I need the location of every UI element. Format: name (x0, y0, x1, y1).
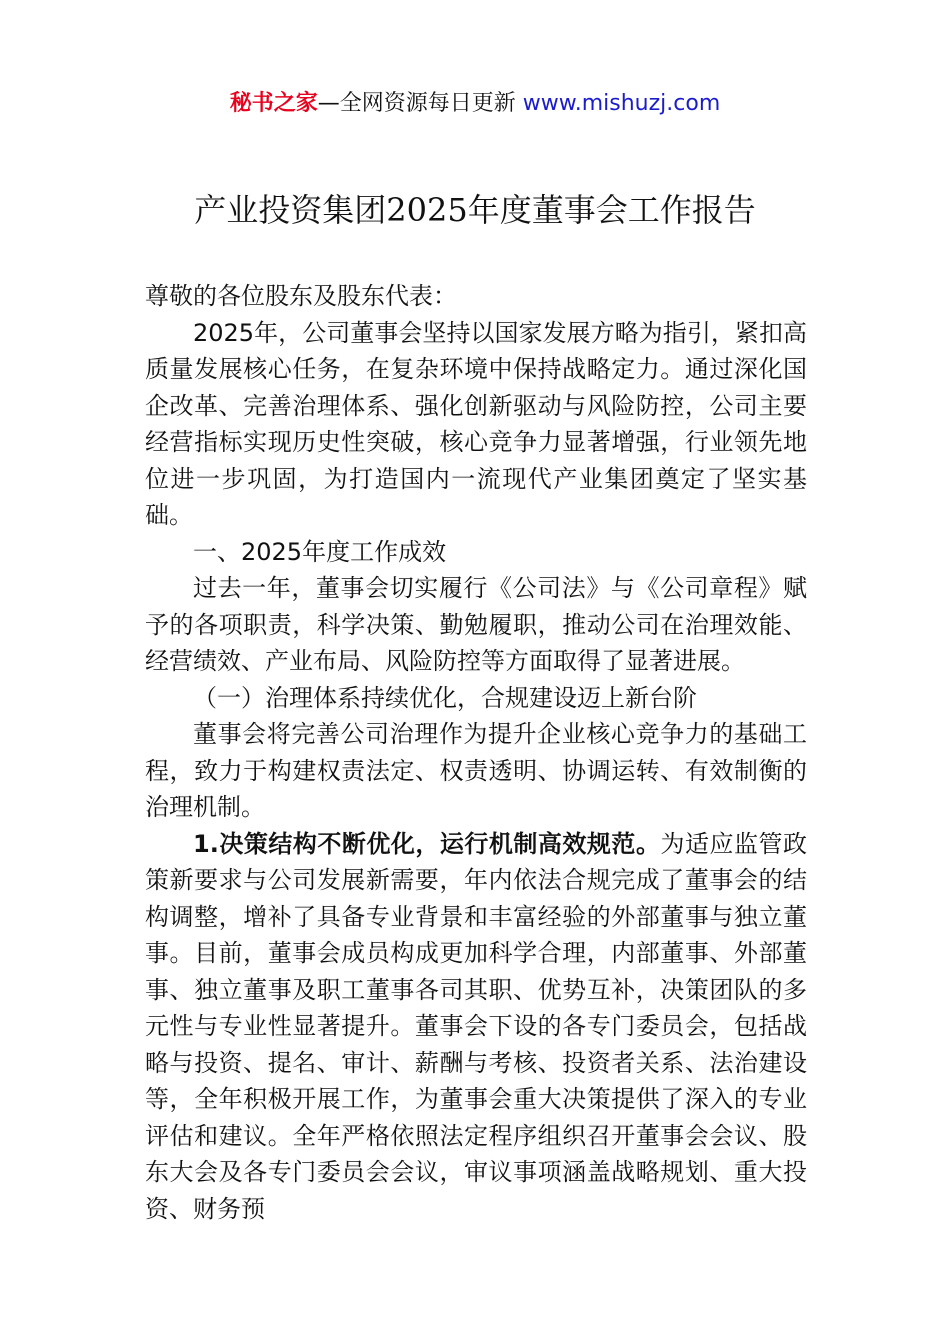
intro-paragraph: 2025年，公司董事会坚持以国家发展方略为指引，紧扣高质量发展核心任务，在复杂环境中保持战略定力。通过深化国企改革、完善治理体系、强化创新驱动与风险防控，公司主要经营指标实现历史性突破，核心竞争力显著增强，行业领先地位进一步巩固，为打造国内一流现代产业集团奠定了坚实基础。 (145, 318, 807, 529)
site-name: 秘书之家 (229, 91, 318, 116)
subsection-heading: （一）治理体系持续优化，合规建设迈上新台阶 (193, 683, 697, 712)
site-slogan: —全网资源每日更新 (317, 91, 523, 116)
section-paragraph: 过去一年，董事会切实履行《公司法》与《公司章程》赋予的各项职责，科学决策、勤勉履职，推动公司在治理效能、经营绩效、产业布局、风险防控等方面取得了显著进展。 (145, 574, 807, 675)
site-url-link[interactable]: www.mishuzj.com (522, 91, 721, 116)
subsection-paragraph: 董事会将完善公司治理作为提升企业核心竞争力的基础工程，致力于构建权责法定、权责透明、协调运转、有效制衡的治理机制。 (145, 720, 807, 821)
document-body (145, 278, 807, 1227)
document-title: 产业投资集团2025年度董事会工作报告 (194, 191, 756, 229)
salutation: 尊敬的各位股东及股东代表： (145, 282, 457, 310)
item-paragraph (145, 826, 807, 1228)
item-text: 为适应监管政策新要求与公司发展新需要，年内依法合规完成了董事会的结构调整，增补了具备专业背景和丰富经验的外部董事与独立董事。目前，董事会成员构成更加科学合理，内部董事、外部董事、独立董事及职工董事各司其职、优势互补，决策团队的多元性与专业性显著提升。董事会下设的各专门委员会，包括战略与投资、提名、审计、薪酬与考核、投资者关系、法治建设等，全年积极开展工作，为董事会重大决策提供了深入的专业评估和建议。全年严格依照法定程序组织召开董事会会议、股东大会及各专门委员会会议，审议事项涵盖战略规划、重大投资、财务预 (145, 829, 807, 1223)
section-heading: 一、2025年度工作成效 (193, 537, 447, 566)
item-lead: 1.决策结构不断优化，运行机制高效规范。 (193, 829, 661, 858)
site-header (0, 88, 950, 120)
